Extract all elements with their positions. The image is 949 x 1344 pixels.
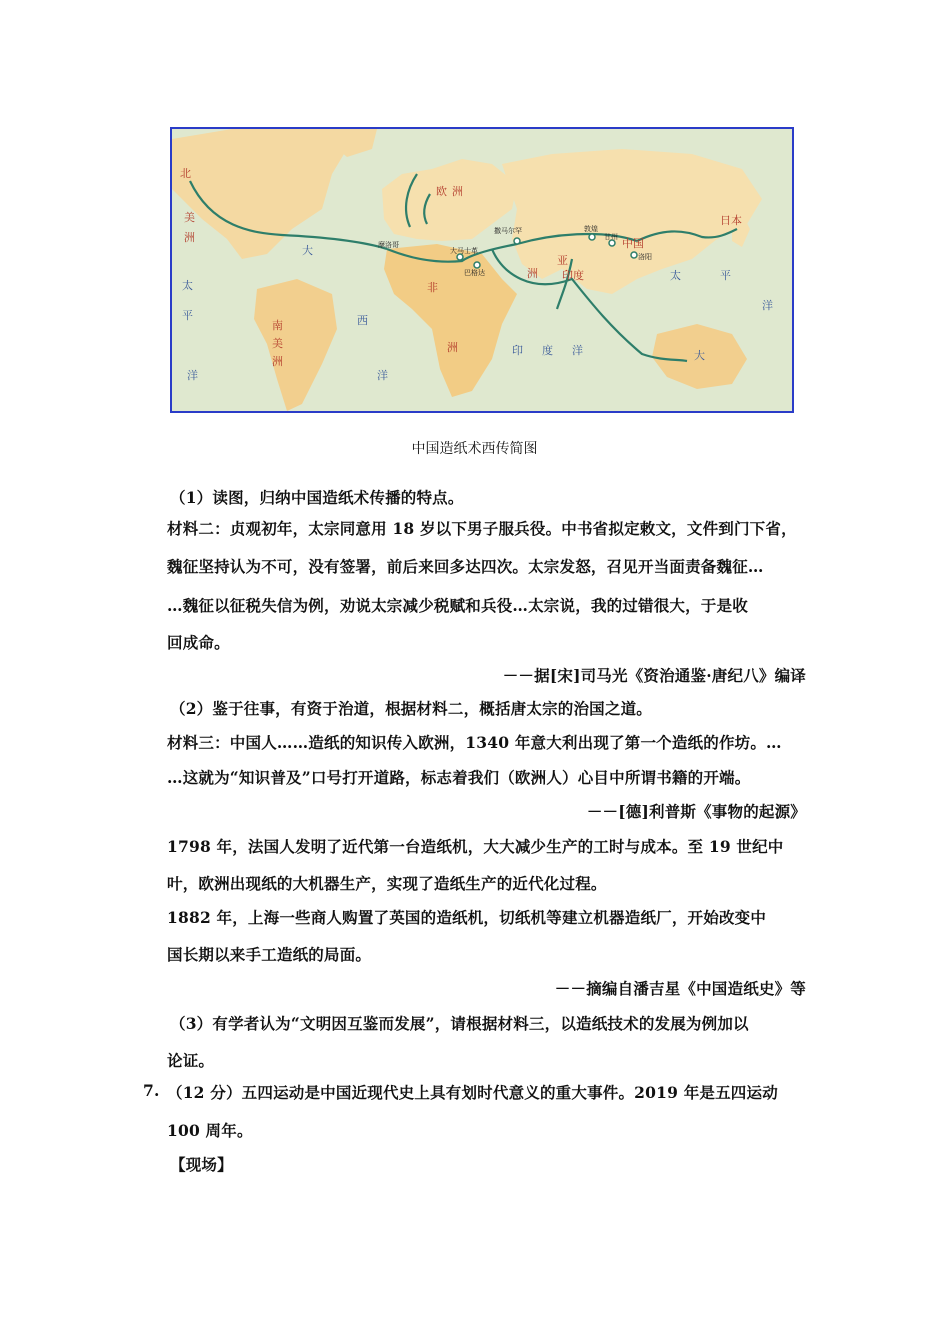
label-pacific-w-3: 洋 [187,369,198,382]
label-pacific-e-2: 平 [720,269,731,282]
label-africa-2: 洲 [447,341,458,354]
label-india: 印度 [562,269,584,282]
section-heading-scene: 【现场】 [170,1155,233,1174]
question-3-line-2: 论证。 [167,1051,215,1070]
material-2-line-4: 回成命。 [167,633,230,652]
label-ganzhou: 甘州 [604,233,618,241]
material-3-line-5: 1882 年，上海一些商人购置了英国的造纸机，切纸机等建立机器造纸厂，开始改变中 [167,908,767,927]
label-morocco: 摩洛哥 [378,241,399,249]
label-pacific-e-3: 洋 [762,299,773,312]
material-3-source-2: －－摘编自潘吉星《中国造纸史》等 [554,979,806,998]
label-na-3: 洲 [184,231,195,244]
label-china: 中国 [622,237,644,250]
label-sa-1: 南 [272,319,283,332]
label-pacific-e-1: 太 [670,269,681,282]
question-1: （1）读图，归纳中国造纸术传播的特点。 [170,488,464,507]
label-baghdad: 巴格达 [464,269,485,277]
paper-spread-map [170,127,794,413]
question-7-line-1: （12 分）五四运动是中国近现代史上具有划时代意义的重大事件。2019 年是五四运动 [167,1083,778,1102]
dot-baghdad [474,262,480,268]
label-japan: 日本 [720,214,742,227]
label-asia-1: 亚 [557,254,568,267]
question-7-line-2: 100 周年。 [167,1121,253,1140]
label-pacific-w-2: 平 [182,309,193,322]
label-africa-1: 非 [427,281,438,294]
label-dunhuang: 敦煌 [584,225,598,233]
material-2-source: －－据[宋]司马光《资治通鉴·唐纪八》编译 [502,666,806,685]
dot-samarkand [514,238,520,244]
material-3-line-2: …这就为“知识普及”口号打开道路，标志着我们（欧洲人）心目中所谓书籍的开端。 [167,768,751,787]
label-asia-2: 洲 [527,267,538,280]
dot-luoyang [631,252,637,258]
label-sa-2: 美 [272,337,283,350]
material-3-line-3: 1798 年，法国人发明了近代第一台造纸机，大大减少生产的工时与成本。至 19 世纪中 [167,837,784,856]
label-indian-2: 度 [542,344,553,357]
question-3-line-1: （3）有学者认为“文明因互鉴而发展”，请根据材料三，以造纸技术的发展为例加以 [170,1014,749,1033]
map-svg [172,129,792,411]
label-pacific-w-1: 太 [182,279,193,292]
label-na-2: 美 [184,211,195,224]
label-oceania: 大 [694,349,705,362]
label-damascus: 大马士革 [450,247,478,255]
material-3-line-4: 叶，欧洲出现纸的大机器生产，实现了造纸生产的近代化过程。 [167,874,607,893]
label-na-1: 北 [180,167,191,180]
question-2: （2）鉴于往事，有资于治道，根据材料二，概括唐太宗的治国之道。 [170,699,652,718]
material-3-source-1: －－[德]利普斯《事物的起源》 [586,802,806,821]
material-3-line-6: 国长期以来手工造纸的局面。 [167,945,372,964]
label-europe-2: 洲 [452,185,463,198]
material-3-line-1: 材料三：中国人……造纸的知识传入欧洲，1340 年意大利出现了第一个造纸的作坊。… [167,733,782,752]
label-atlantic-2: 西 [357,314,368,327]
dot-dunhuang [589,234,595,240]
material-2-line-1: 材料二：贞观初年，太宗同意用 18 岁以下男子服兵役。中书省拟定敕文，文件到门下省， [167,519,797,538]
question-7-number: 7. [143,1081,160,1100]
label-samarkand: 撒马尔罕 [494,227,522,235]
label-sa-3: 洲 [272,355,283,368]
label-atlantic-1: 大 [302,244,313,257]
label-europe-1: 欧 [436,185,447,198]
material-2-line-3: …魏征以征税失信为例，劝说太宗减少税赋和兵役…太宗说，我的过错很大，于是收 [167,596,748,615]
map-caption: 中国造纸术西传简图 [411,441,538,457]
label-indian-3: 洋 [572,344,583,357]
material-2-line-2: 魏征坚持认为不可，没有签署，前后来回多达四次。太宗发怒，召见开当面责备魏征… [167,557,764,576]
label-indian-1: 印 [512,344,523,357]
label-atlantic-3: 洋 [377,369,388,382]
label-luoyang: 洛阳 [638,253,652,261]
